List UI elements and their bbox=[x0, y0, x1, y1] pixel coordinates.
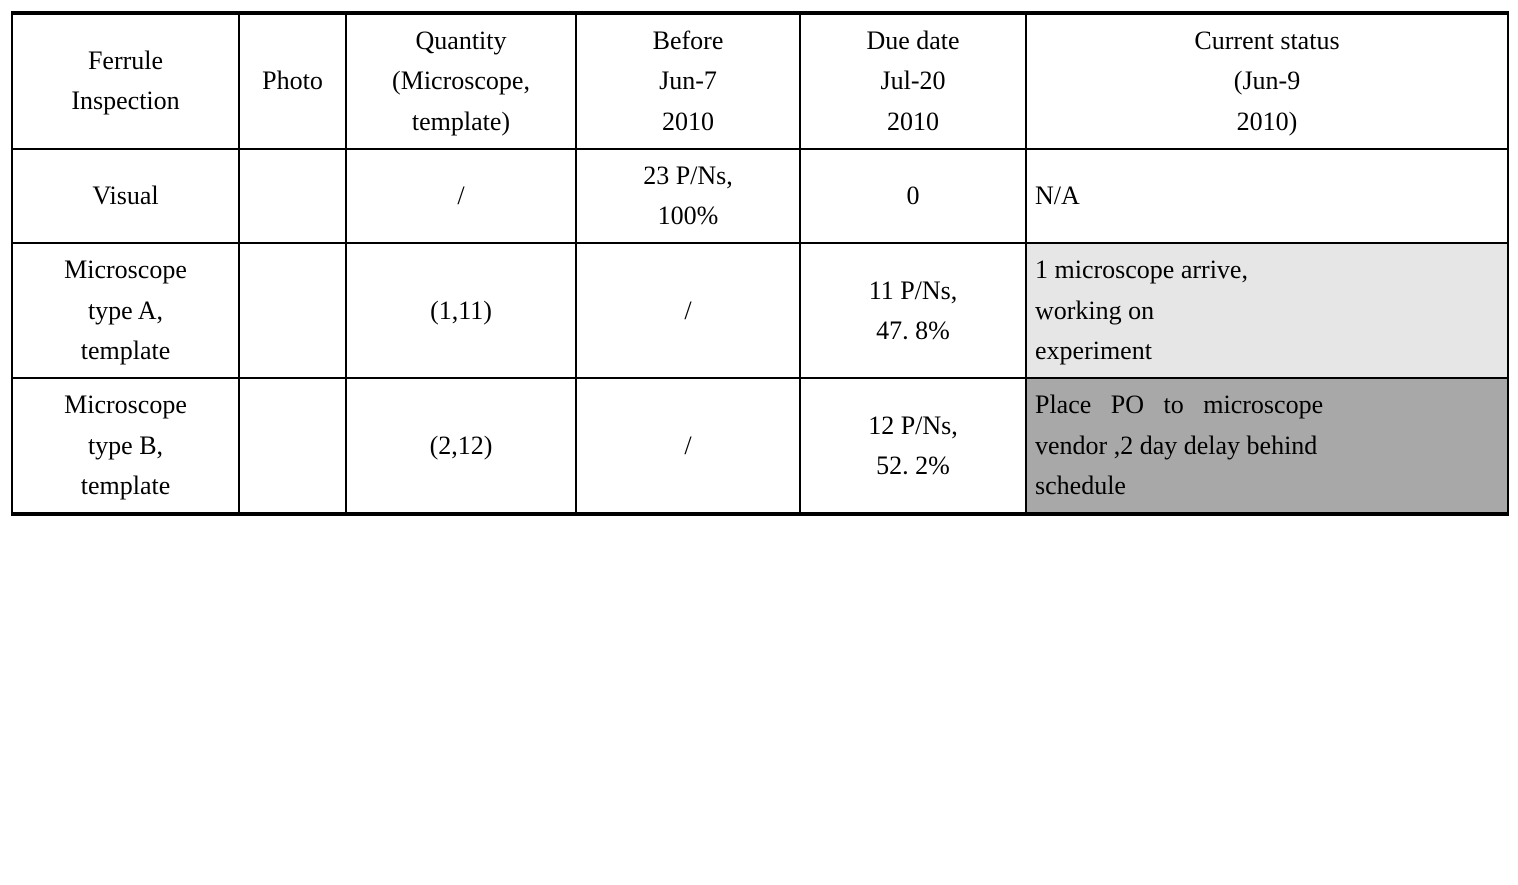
cell-line: 11 P/Ns, bbox=[868, 275, 958, 305]
cell-line: template bbox=[80, 470, 171, 500]
header-line: Before bbox=[652, 26, 724, 55]
header-cell-due-date bbox=[800, 13, 1026, 149]
cell-line: 100% bbox=[657, 201, 719, 231]
cell-line: Place PO to microscope bbox=[1035, 390, 1324, 420]
ferrule-inspection-table bbox=[11, 11, 1509, 516]
cell-quantity bbox=[346, 243, 576, 378]
header-cell-photo bbox=[239, 13, 346, 149]
header-line: 2010) bbox=[1236, 106, 1298, 136]
cell-line: Visual bbox=[92, 181, 159, 211]
header-line: (Microscope, bbox=[392, 66, 530, 96]
cell-line: Microscope bbox=[64, 255, 187, 285]
cell-due-date bbox=[800, 243, 1026, 378]
header-line: Quantity bbox=[415, 26, 507, 55]
cell-line: 0 bbox=[906, 181, 920, 211]
cell-before bbox=[576, 378, 800, 514]
cell-line: 23 P/Ns, bbox=[643, 160, 733, 190]
header-line: 2010 bbox=[662, 106, 714, 136]
cell-line bbox=[248, 196, 337, 197]
cell-line: type B, bbox=[87, 430, 164, 460]
cell-line: / bbox=[684, 430, 692, 460]
table-row bbox=[12, 378, 1508, 514]
header-line: Jun-7 bbox=[659, 66, 717, 96]
table-header-row bbox=[12, 13, 1508, 149]
cell-line: N/A bbox=[1035, 181, 1080, 211]
cell-current-status bbox=[1026, 378, 1508, 514]
header-line: Jul-20 bbox=[880, 66, 946, 96]
cell-line: Microscope bbox=[64, 390, 187, 420]
cell-current-status bbox=[1026, 243, 1508, 378]
cell-due-date bbox=[800, 149, 1026, 244]
cell-line: schedule bbox=[1035, 470, 1126, 500]
cell-line: vendor ,2 day delay behind bbox=[1035, 430, 1318, 460]
header-cell-current-status bbox=[1026, 13, 1508, 149]
cell-inspection bbox=[12, 243, 239, 378]
cell-line bbox=[248, 445, 337, 446]
cell-line: (1,11) bbox=[430, 295, 492, 325]
cell-photo bbox=[239, 243, 346, 378]
document-page bbox=[0, 11, 1518, 885]
header-line: Due date bbox=[866, 26, 960, 55]
header-line: Inspection bbox=[71, 86, 180, 116]
cell-line: template bbox=[80, 336, 171, 366]
cell-line: 52. 2% bbox=[876, 450, 950, 480]
cell-photo bbox=[239, 149, 346, 244]
cell-quantity bbox=[346, 378, 576, 514]
cell-photo bbox=[239, 378, 346, 514]
cell-before bbox=[576, 243, 800, 378]
cell-current-status bbox=[1026, 149, 1508, 244]
header-cell-before bbox=[576, 13, 800, 149]
cell-line: 12 P/Ns, bbox=[868, 410, 958, 440]
cell-line: type A, bbox=[87, 295, 164, 325]
cell-inspection bbox=[12, 378, 239, 514]
header-line: (Jun-9 bbox=[1233, 66, 1301, 96]
header-cell-quantity bbox=[346, 13, 576, 149]
header-line: Current status bbox=[1194, 26, 1340, 55]
cell-quantity bbox=[346, 149, 576, 244]
header-line: 2010 bbox=[887, 106, 939, 136]
cell-inspection bbox=[12, 149, 239, 244]
cell-line: 47. 8% bbox=[876, 315, 950, 345]
cell-line: / bbox=[684, 295, 692, 325]
cell-line: experiment bbox=[1035, 336, 1152, 366]
header-line: Photo bbox=[262, 66, 323, 96]
cell-line: working on bbox=[1035, 295, 1155, 325]
header-cell-inspection bbox=[12, 13, 239, 149]
cell-line bbox=[248, 310, 337, 311]
table-row bbox=[12, 243, 1508, 378]
table-row bbox=[12, 149, 1508, 244]
cell-line: 1 microscope arrive, bbox=[1035, 255, 1248, 285]
cell-before bbox=[576, 149, 800, 244]
header-line: Ferrule bbox=[87, 46, 164, 76]
cell-line: (2,12) bbox=[429, 430, 493, 460]
cell-due-date bbox=[800, 378, 1026, 514]
cell-line: / bbox=[457, 181, 465, 211]
header-line: template) bbox=[411, 106, 511, 136]
